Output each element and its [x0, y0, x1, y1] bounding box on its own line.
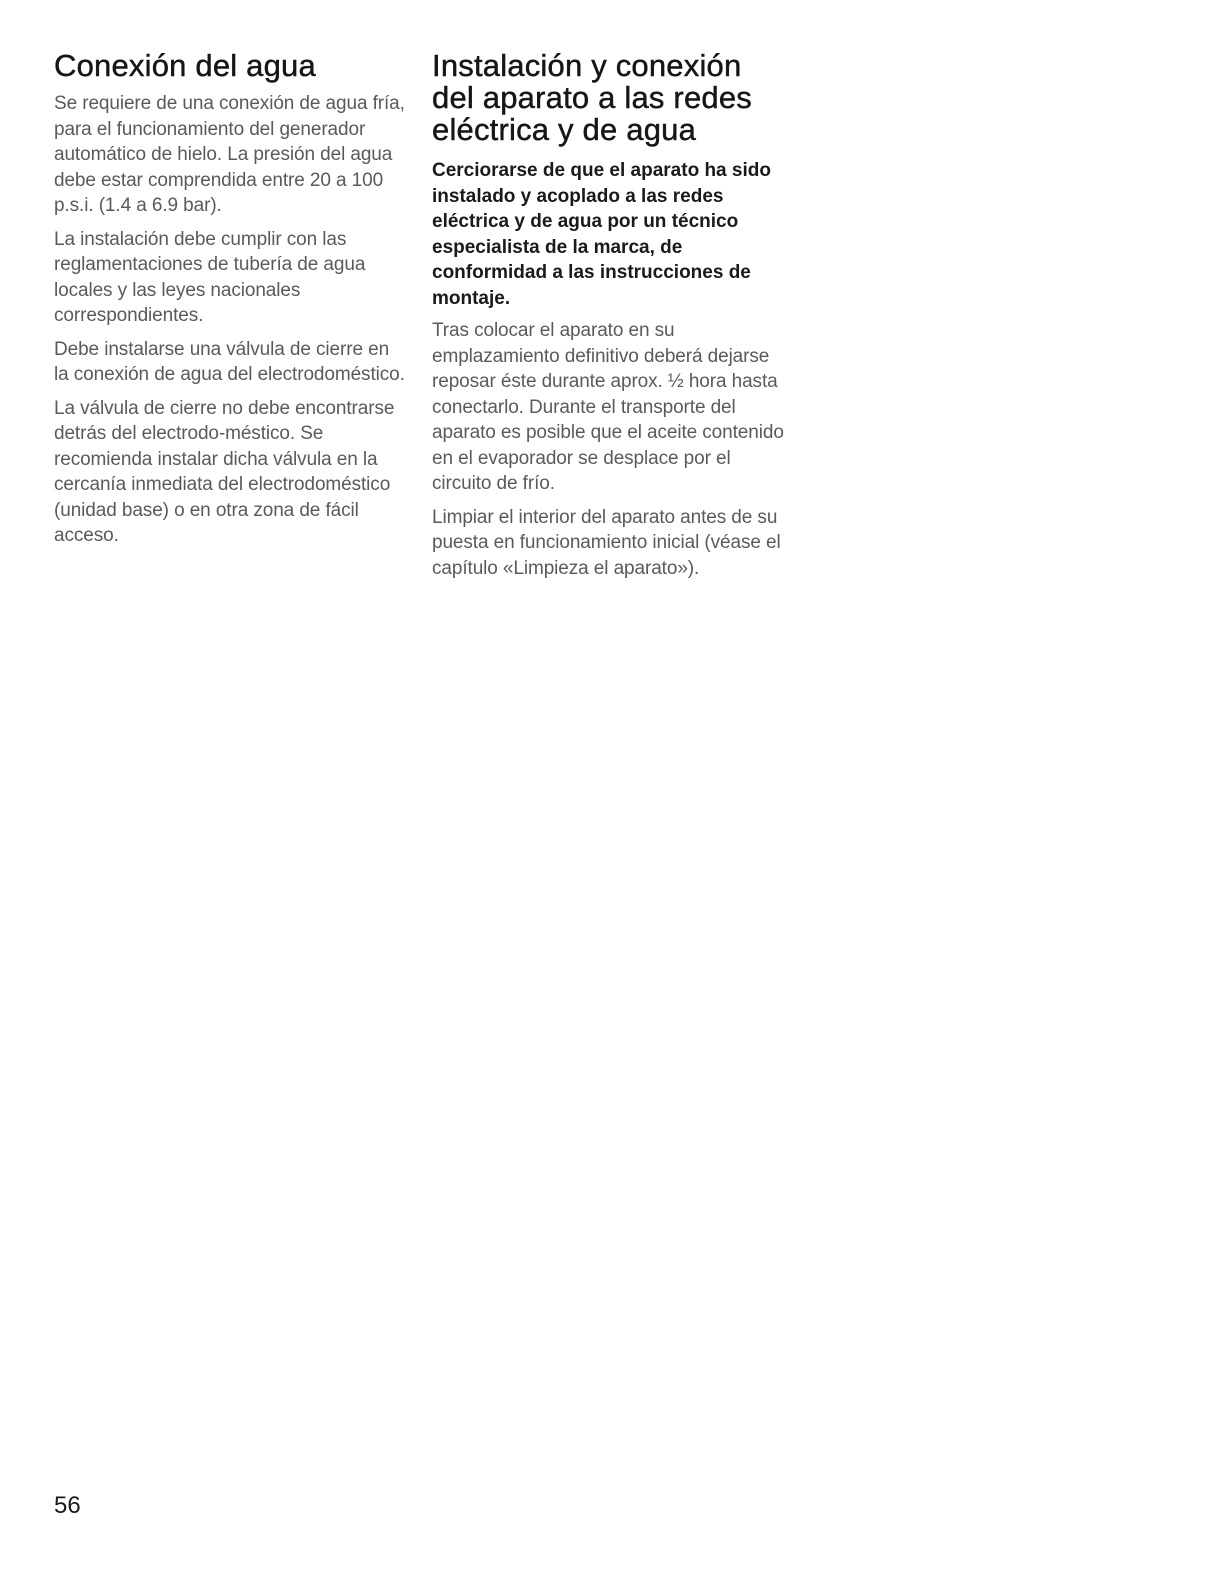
section-title-water-connection: Conexión del agua [54, 48, 316, 83]
paragraph-shutoff-valve: Debe instalarse una válvula de cierre en la conexión de agua del electrodoméstico. [54, 338, 405, 385]
lead-paragraph-technician: Cerciorarse de que el aparato ha sido instalado y acoplado a las redes eléctrica y de agua por un técnico especialista de la marca, de conformidad a las instrucciones de montaje. [432, 160, 771, 309]
left-column [54, 50, 406, 557]
paragraph-regulations: La instalación debe cumplir con las reglamentaciones de tubería de agua locales y las leyes nacionales correspondientes. [54, 228, 366, 326]
paragraph-water-supply: Se requiere de una conexión de agua fría, para el funcionamiento del generador automático de hielo. La presión del agua debe estar comprendida entre 20 a 100 p.s.i. (1.4 a 6.9 bar). [54, 93, 405, 216]
section-title-installation: Instalación y conexión del aparato a las redes eléctrica y de agua [432, 48, 752, 147]
paragraph-resting-time: Tras colocar el aparato en su emplazamiento definitivo deberá dejarse reposar éste durante aprox. ½ hora hasta conectarlo. Durante el transporte del aparato es posible que el aceite contenido en el evaporador se desplace por el circuito de frío. [432, 320, 784, 494]
page-number: 56 [54, 1492, 81, 1519]
right-column [432, 50, 792, 589]
paragraph-cleaning: Limpiar el interior del aparato antes de su puesta en funcionamiento inicial (véase el capítulo «Limpieza el aparato»). [432, 506, 781, 579]
paragraph-valve-location: La válvula de cierre no debe encontrarse detrás del electrodo-méstico. Se recomienda instalar dicha válvula en la cercanía inmediata del electrodoméstico (unidad base) o en otra zona de fácil acceso. [54, 397, 395, 546]
